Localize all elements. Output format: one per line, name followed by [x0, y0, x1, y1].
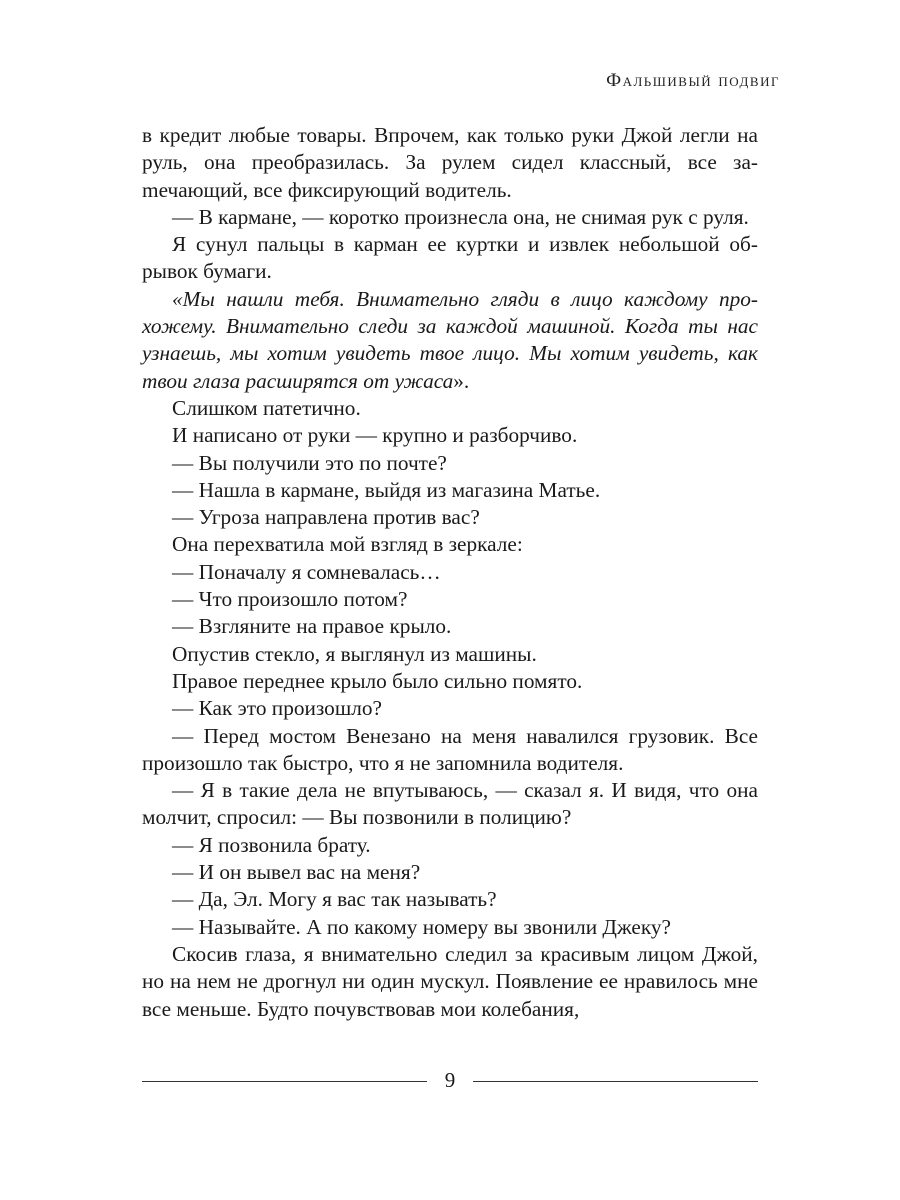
paragraph: — Перед мостом Венезано на меня навалился грузовик. Все произошло так быстро, что я не запомнила водителя. [142, 723, 758, 775]
paragraph: — Вы получили это по почте? [172, 450, 447, 475]
paragraph: — Я позвонила брату. [172, 832, 371, 857]
paragraph: — Как это произошло? [172, 696, 382, 721]
paragraph: — Называйте. А по какому номеру вы звонили Джеку? [172, 914, 671, 939]
paragraph: — В кармане, — коротко произнесла она, не снимая рук с руля. [172, 204, 749, 229]
paragraph: в кредит любые товары. Впрочем, как только руки Джой легли на руль, она преобразилась. За рулем сидел классный, все заmечающий, все фиксирующий водитель. [142, 123, 758, 202]
quoted-note-paragraph: «Мы нашли тебя. Внимательно гляди в лицо каждому прохожему. Внимательно следи за каждой машиной. Когда ты нас узнаешь, мы хотим увидеть твое лицо. Мы хотим увидеть, как твои глаза расширятся от ужаса». [142, 286, 758, 393]
running-head: Фальшивый подвиг [606, 70, 780, 91]
paragraph: — Угроза направлена против вас? [172, 505, 480, 530]
paragraph: — Поначалу я сомневалась… [172, 559, 441, 584]
paragraph: — Да, Эл. Могу я вас так называть? [172, 887, 497, 912]
footer-rule-right [473, 1081, 758, 1082]
footer-rule-left [142, 1081, 427, 1082]
paragraph: Слишком патетично. [172, 395, 361, 420]
paragraph: — Нашла в кармане, выйдя из магазина Матье. [172, 477, 601, 502]
page-number: 9 [444, 1068, 456, 1092]
paragraph: Скосив глаза, я внимательно следил за красивым лицом Джой, но на нем не дрогнул ни один мускул. Появление ее нравилось мне все меньше. Будто почувствовав мои колебания, [142, 941, 758, 1021]
paragraph: Она перехватила мой взгляд в зеркале: [172, 532, 523, 557]
body-text [142, 122, 758, 1023]
paragraph: Я сунул пальцы в карман ее куртки и извлек небольшой обрывок бумаги. [142, 232, 758, 284]
paragraph: Правое переднее крыло было сильно помято. [172, 668, 583, 693]
paragraph: — Я в такие дела не впутываюсь, — сказал я. И видя, что она молчит, спросил: — Вы позвонили в полицию? [142, 778, 758, 830]
paragraph: — Что произошло потом? [172, 587, 408, 612]
paragraph: Опустив стекло, я выглянул из машины. [172, 641, 537, 666]
paragraph: И написано от руки — крупно и разборчиво. [172, 423, 578, 448]
paragraph: — Взгляните на правое крыло. [172, 614, 452, 639]
paragraph: — И он вывел вас на меня? [172, 860, 421, 885]
